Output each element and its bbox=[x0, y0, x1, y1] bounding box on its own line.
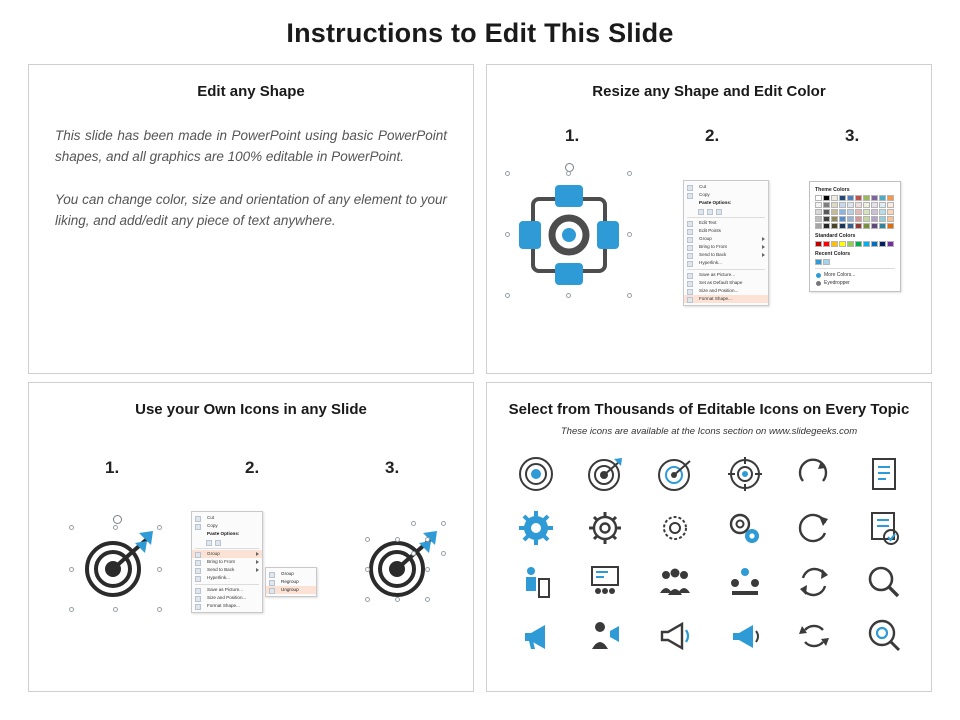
icon-document-list[interactable] bbox=[861, 451, 907, 497]
shape-context-menu[interactable] bbox=[683, 180, 769, 306]
icon-bullhorn[interactable] bbox=[652, 613, 698, 659]
icon-menu-item-save-as-picture[interactable] bbox=[192, 586, 262, 594]
icon-person-podium[interactable] bbox=[513, 559, 559, 605]
icon-menu-item-bring-to-front[interactable] bbox=[192, 558, 262, 566]
context-menu-item-send-to-back[interactable] bbox=[684, 251, 768, 259]
context-menu-item-format-shape[interactable] bbox=[684, 295, 768, 303]
sub-handle[interactable] bbox=[441, 551, 446, 556]
icon-menu-label: Size and Position... bbox=[207, 595, 247, 600]
color-picker-panel[interactable] bbox=[809, 181, 901, 292]
swatch[interactable] bbox=[871, 216, 878, 222]
swatch[interactable] bbox=[855, 223, 862, 229]
swatch[interactable] bbox=[847, 209, 854, 215]
panel-title-edit-shape: Edit any Shape bbox=[197, 83, 305, 100]
icon-refresh-arrow[interactable] bbox=[791, 451, 837, 497]
hyperlink-icon bbox=[195, 576, 201, 582]
swatch[interactable] bbox=[815, 209, 822, 215]
resize-step-2: 2. bbox=[705, 126, 720, 145]
sub-handle[interactable] bbox=[395, 537, 400, 542]
dartboard-arrow-graphic bbox=[73, 523, 161, 607]
swatch[interactable] bbox=[879, 209, 886, 215]
group-submenu-label: Regroup bbox=[281, 579, 299, 584]
icon-dartboard[interactable] bbox=[582, 451, 628, 497]
cut-icon bbox=[195, 516, 201, 522]
swatch[interactable] bbox=[863, 241, 870, 247]
shape-handles-figure bbox=[509, 175, 629, 295]
icon-menu-item-cut[interactable] bbox=[192, 514, 262, 522]
swatch[interactable] bbox=[887, 202, 894, 208]
eyedropper-icon bbox=[816, 281, 821, 286]
swatch[interactable] bbox=[839, 202, 846, 208]
theme-color-row-4[interactable] bbox=[815, 216, 895, 222]
swatch[interactable] bbox=[879, 216, 886, 222]
standard-color-row[interactable] bbox=[815, 241, 895, 247]
chevron-right-icon bbox=[256, 560, 259, 564]
swatch[interactable] bbox=[871, 241, 878, 247]
swatch[interactable] bbox=[823, 241, 830, 247]
icon-gears-pair[interactable] bbox=[722, 505, 768, 551]
sub-handle[interactable] bbox=[395, 597, 400, 602]
recent-colors-label: Recent Colors bbox=[815, 251, 851, 257]
icon-menu-label: Cut bbox=[207, 515, 215, 520]
group-submenu-label: Ungroup bbox=[281, 587, 299, 592]
icon-menu-item-format-shape[interactable] bbox=[192, 602, 262, 610]
panel-edit-any-shape bbox=[28, 64, 474, 374]
icon-checklist-document[interactable] bbox=[861, 505, 907, 551]
chevron-right-icon bbox=[762, 237, 765, 241]
group-icon bbox=[269, 572, 275, 578]
context-menu-item-save-as-picture[interactable] bbox=[684, 271, 768, 279]
sub-handle[interactable] bbox=[425, 537, 430, 542]
swatch[interactable] bbox=[839, 223, 846, 229]
dartboard-arrow-ungrouped-graphic bbox=[357, 523, 445, 607]
swatch[interactable] bbox=[831, 216, 838, 222]
resize-handle-w[interactable] bbox=[505, 232, 510, 237]
context-menu-item-copy[interactable] bbox=[684, 191, 768, 199]
own-icons-step-1: 1. bbox=[105, 458, 120, 477]
send-back-icon bbox=[195, 568, 201, 574]
swatch[interactable] bbox=[855, 216, 862, 222]
resize-steps bbox=[487, 126, 931, 154]
hyperlink-icon bbox=[687, 261, 693, 267]
icon-refresh-clockwise[interactable] bbox=[791, 505, 837, 551]
icon-menu-label: Save as Picture... bbox=[207, 587, 244, 592]
swatch[interactable] bbox=[863, 216, 870, 222]
icon-menu-item-group[interactable] bbox=[192, 550, 262, 558]
edit-text-icon bbox=[687, 221, 693, 227]
chevron-right-icon bbox=[762, 253, 765, 257]
icon-sync-arrows[interactable] bbox=[791, 559, 837, 605]
more-colors-item[interactable] bbox=[815, 271, 895, 279]
paste-option-swatches[interactable] bbox=[684, 207, 768, 215]
save-picture-icon bbox=[687, 273, 693, 279]
swatch[interactable] bbox=[847, 202, 854, 208]
picker-divider bbox=[815, 268, 895, 269]
swatch[interactable] bbox=[815, 202, 822, 208]
resize-handle-nw[interactable] bbox=[505, 171, 510, 176]
context-menu-item-bring-to-front[interactable] bbox=[684, 243, 768, 251]
context-menu-label: Format Shape... bbox=[699, 296, 732, 301]
resize-handle-n[interactable] bbox=[566, 171, 571, 176]
shape-graphic bbox=[509, 175, 629, 295]
eyedropper-label: Eyedropper bbox=[824, 280, 850, 286]
icon-gear-filled[interactable] bbox=[513, 505, 559, 551]
context-menu-item-hyperlink[interactable] bbox=[684, 259, 768, 267]
sub-handle[interactable] bbox=[425, 567, 430, 572]
context-menu-label: Bring to Front bbox=[699, 244, 727, 249]
bring-front-icon bbox=[687, 245, 693, 251]
resize-handle-se[interactable] bbox=[627, 293, 632, 298]
swatch[interactable] bbox=[839, 209, 846, 215]
icon-menu-item-paste-options[interactable] bbox=[192, 530, 262, 538]
context-menu-label: Paste Options: bbox=[699, 200, 732, 205]
icon-menu-item-send-to-back[interactable] bbox=[192, 566, 262, 574]
swatch[interactable] bbox=[887, 195, 894, 201]
panel-resize-shape bbox=[486, 64, 932, 374]
rotate-handle[interactable] bbox=[113, 515, 122, 524]
swatch[interactable] bbox=[879, 223, 886, 229]
resize-handle-e[interactable] bbox=[157, 567, 162, 572]
swatch[interactable] bbox=[815, 259, 822, 265]
sub-handle[interactable] bbox=[365, 597, 370, 602]
size-position-icon bbox=[687, 289, 693, 295]
swatch[interactable] bbox=[855, 195, 862, 201]
swatch[interactable] bbox=[863, 195, 870, 201]
swatch[interactable] bbox=[871, 209, 878, 215]
context-menu-label: Cut bbox=[699, 184, 707, 189]
icon-target-circle[interactable] bbox=[513, 451, 559, 497]
sub-handle[interactable] bbox=[441, 521, 446, 526]
context-menu-item-paste-options[interactable] bbox=[684, 199, 768, 207]
swatch[interactable] bbox=[831, 223, 838, 229]
icon-search-target[interactable] bbox=[861, 613, 907, 659]
icon-menu-label: Bring to Front bbox=[207, 559, 235, 564]
format-shape-icon bbox=[687, 297, 693, 303]
swatch[interactable] bbox=[863, 202, 870, 208]
sub-handle[interactable] bbox=[365, 537, 370, 542]
context-menu-label: Copy bbox=[699, 192, 710, 197]
resize-handle-w[interactable] bbox=[69, 567, 74, 572]
icon-menu-label: Format Shape... bbox=[207, 603, 240, 608]
edit-shape-paragraph-2: You can change color, size and orientation of any element to your liking, and add/edit any piece of text anywhere. bbox=[55, 191, 447, 228]
icon-gear-dotted[interactable] bbox=[652, 505, 698, 551]
more-colors-label: More Colors... bbox=[824, 272, 856, 278]
swatch[interactable] bbox=[847, 195, 854, 201]
swatch[interactable] bbox=[855, 209, 862, 215]
resize-step-3: 3. bbox=[845, 126, 860, 145]
ungroup-icon bbox=[269, 588, 275, 594]
send-back-icon bbox=[687, 253, 693, 259]
swatch[interactable] bbox=[831, 209, 838, 215]
paste-keep-format-icon bbox=[215, 540, 221, 546]
paste-icon bbox=[698, 209, 704, 215]
swatch[interactable] bbox=[855, 202, 862, 208]
swatch[interactable] bbox=[823, 195, 830, 201]
own-icons-steps bbox=[29, 458, 473, 486]
target-icon-selected-figure bbox=[73, 523, 161, 607]
context-menu-label: Send to Back bbox=[699, 252, 727, 257]
swatch[interactable] bbox=[879, 202, 886, 208]
context-menu-item-group[interactable] bbox=[684, 235, 768, 243]
context-menu-item-size-position[interactable] bbox=[684, 287, 768, 295]
copy-icon bbox=[687, 193, 693, 199]
menu-divider bbox=[195, 584, 259, 585]
recent-color-row[interactable] bbox=[815, 259, 895, 265]
page-title: Instructions to Edit This Slide bbox=[286, 18, 674, 48]
own-icons-step-3: 3. bbox=[385, 458, 400, 477]
icon-gear-outline[interactable] bbox=[582, 505, 628, 551]
swatch[interactable] bbox=[815, 223, 822, 229]
icon-team-meeting[interactable] bbox=[722, 559, 768, 605]
context-menu-item-edit-points[interactable] bbox=[684, 227, 768, 235]
context-menu-label: Size and Position... bbox=[699, 288, 739, 293]
theme-color-row-5[interactable] bbox=[815, 223, 895, 229]
swatch[interactable] bbox=[847, 216, 854, 222]
swatch[interactable] bbox=[831, 195, 838, 201]
chevron-right-icon bbox=[762, 245, 765, 249]
icon-menu-item-hyperlink[interactable] bbox=[192, 574, 262, 582]
icons-library-subtitle: These icons are available at the Icons section on www.slidegeeks.com bbox=[560, 426, 858, 437]
group-submenu-item-regroup[interactable] bbox=[266, 578, 316, 586]
icon-menu-item-copy[interactable] bbox=[192, 522, 262, 530]
paste-picture-icon bbox=[716, 209, 722, 215]
swatch[interactable] bbox=[839, 241, 846, 247]
size-position-icon bbox=[195, 596, 201, 602]
swatch[interactable] bbox=[887, 216, 894, 222]
swatch[interactable] bbox=[855, 241, 862, 247]
icon-paste-option-swatches[interactable] bbox=[192, 538, 262, 546]
resize-handle-sw[interactable] bbox=[69, 607, 74, 612]
swatch[interactable] bbox=[831, 241, 838, 247]
context-menu-label: Save as Picture... bbox=[699, 272, 736, 277]
swatch[interactable] bbox=[823, 202, 830, 208]
icon-menu-label: Send to Back bbox=[207, 567, 235, 572]
resize-handle-se[interactable] bbox=[157, 607, 162, 612]
context-menu-label: Hyperlink... bbox=[699, 260, 722, 265]
swatch[interactable] bbox=[887, 223, 894, 229]
sub-handle[interactable] bbox=[365, 567, 370, 572]
menu-divider bbox=[687, 217, 765, 218]
regroup-icon bbox=[269, 580, 275, 586]
context-menu-label: Edit Points bbox=[699, 228, 721, 233]
resize-handle-n[interactable] bbox=[113, 525, 118, 530]
icon-menu-label: Group bbox=[207, 551, 220, 556]
paste-keep-format-icon bbox=[707, 209, 713, 215]
panel-title-own-icons: Use your Own Icons in any Slide bbox=[135, 401, 367, 418]
theme-color-row-3[interactable] bbox=[815, 209, 895, 215]
icon-menu-label: Paste Options: bbox=[207, 531, 240, 536]
context-menu-label: Set as Default Shape bbox=[699, 280, 743, 285]
cut-icon bbox=[687, 185, 693, 191]
swatch[interactable] bbox=[839, 195, 846, 201]
own-icons-step-2: 2. bbox=[245, 458, 260, 477]
context-menu-label: Edit Text bbox=[699, 220, 717, 225]
resize-step-1: 1. bbox=[565, 126, 580, 145]
swatch[interactable] bbox=[879, 241, 886, 247]
format-shape-icon bbox=[195, 604, 201, 610]
palette-icon bbox=[816, 273, 821, 278]
eyedropper-item[interactable] bbox=[815, 279, 895, 287]
swatch[interactable] bbox=[815, 216, 822, 222]
copy-icon bbox=[195, 524, 201, 530]
icon-person-speaking[interactable] bbox=[582, 613, 628, 659]
icon-presentation-audience[interactable] bbox=[582, 559, 628, 605]
icon-crosshair-target[interactable] bbox=[722, 451, 768, 497]
standard-colors-label: Standard Colors bbox=[815, 233, 856, 239]
panel-own-icons bbox=[28, 382, 474, 692]
swatch[interactable] bbox=[823, 216, 830, 222]
swatch[interactable] bbox=[831, 202, 838, 208]
context-menu-item-edit-text[interactable] bbox=[684, 219, 768, 227]
panel-title-resize-shape: Resize any Shape and Edit Color bbox=[592, 83, 826, 100]
icon-recycle-arrows[interactable] bbox=[791, 613, 837, 659]
sub-handle[interactable] bbox=[411, 551, 416, 556]
swatch[interactable] bbox=[847, 223, 854, 229]
icon-target-arrow[interactable] bbox=[652, 451, 698, 497]
default-shape-icon bbox=[687, 281, 693, 287]
context-menu-label: Group bbox=[699, 236, 712, 241]
group-submenu-item-ungroup[interactable] bbox=[266, 586, 316, 594]
swatch[interactable] bbox=[847, 241, 854, 247]
swatch[interactable] bbox=[839, 216, 846, 222]
edit-points-icon bbox=[687, 229, 693, 235]
resize-handle-sw[interactable] bbox=[505, 293, 510, 298]
swatch[interactable] bbox=[871, 195, 878, 201]
swatch[interactable] bbox=[887, 241, 894, 247]
swatch[interactable] bbox=[863, 209, 870, 215]
swatch[interactable] bbox=[815, 241, 822, 247]
icon-context-menu[interactable] bbox=[191, 511, 263, 613]
swatch[interactable] bbox=[823, 223, 830, 229]
icon-megaphone[interactable] bbox=[513, 613, 559, 659]
swatch[interactable] bbox=[871, 223, 878, 229]
theme-colors-label: Theme Colors bbox=[815, 187, 850, 193]
swatch[interactable] bbox=[887, 209, 894, 215]
resize-handle-nw[interactable] bbox=[69, 525, 74, 530]
icon-menu-label: Hyperlink... bbox=[207, 575, 230, 580]
menu-divider bbox=[195, 548, 259, 549]
panel-title-icons-library: Select from Thousands of Editable Icons on Every Topic bbox=[508, 401, 910, 418]
swatch[interactable] bbox=[879, 195, 886, 201]
context-menu-item-cut[interactable] bbox=[684, 183, 768, 191]
chevron-right-icon bbox=[256, 568, 259, 572]
bring-front-icon bbox=[195, 560, 201, 566]
resize-handle-s[interactable] bbox=[113, 607, 118, 612]
swatch[interactable] bbox=[815, 195, 822, 201]
icon-menu-item-size-position[interactable] bbox=[192, 594, 262, 602]
group-submenu-item-group[interactable] bbox=[266, 570, 316, 578]
target-icon-ungrouped-figure bbox=[357, 523, 445, 607]
resize-handle-s[interactable] bbox=[566, 293, 571, 298]
resize-handle-ne[interactable] bbox=[627, 171, 632, 176]
edit-shape-paragraph-1: This slide has been made in PowerPoint using basic PowerPoint shapes, and all graphics are 100% editable in PowerPoint. bbox=[55, 128, 447, 164]
swatch[interactable] bbox=[863, 223, 870, 229]
resize-handle-e[interactable] bbox=[627, 232, 632, 237]
chevron-right-icon bbox=[256, 552, 259, 556]
icon-announcement[interactable] bbox=[722, 613, 768, 659]
theme-color-row-1[interactable] bbox=[815, 195, 895, 201]
icon-magnifier[interactable] bbox=[861, 559, 907, 605]
swatch[interactable] bbox=[823, 209, 830, 215]
icon-library-grid bbox=[501, 449, 919, 661]
group-icon bbox=[195, 552, 201, 558]
sub-handle[interactable] bbox=[425, 597, 430, 602]
swatch[interactable] bbox=[823, 259, 830, 265]
icon-menu-label: Copy bbox=[207, 523, 218, 528]
menu-divider bbox=[687, 269, 765, 270]
paste-icon bbox=[206, 540, 212, 546]
resize-handle-ne[interactable] bbox=[157, 525, 162, 530]
theme-color-row-2[interactable] bbox=[815, 202, 895, 208]
save-picture-icon bbox=[195, 588, 201, 594]
icon-people-group[interactable] bbox=[652, 559, 698, 605]
swatch[interactable] bbox=[871, 202, 878, 208]
group-submenu[interactable] bbox=[265, 567, 317, 597]
group-icon bbox=[687, 237, 693, 243]
group-submenu-label: Group bbox=[281, 571, 294, 576]
panel-icons-library bbox=[486, 382, 932, 692]
sub-handle[interactable] bbox=[411, 521, 416, 526]
context-menu-item-set-default-shape[interactable] bbox=[684, 279, 768, 287]
